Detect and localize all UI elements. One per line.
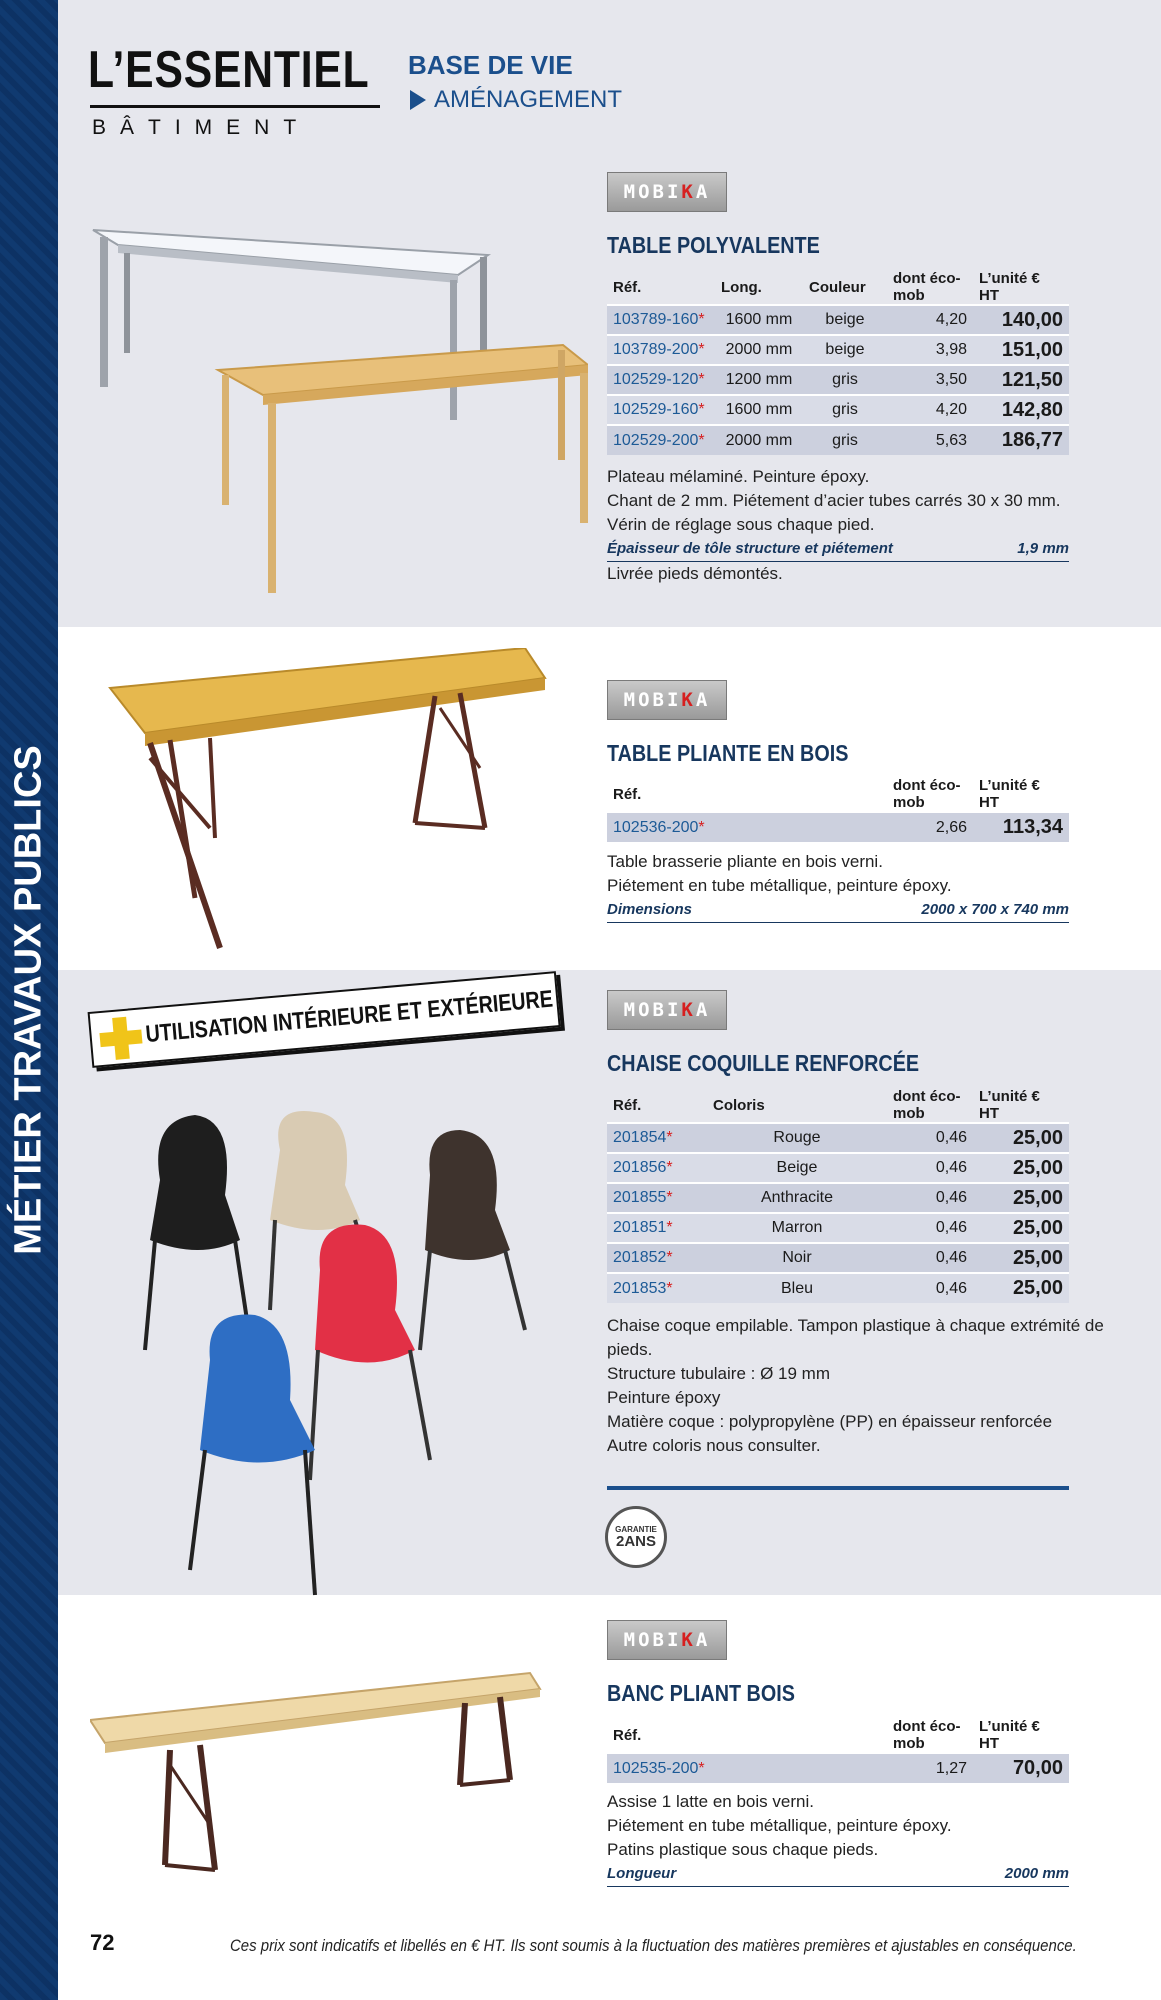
price-cell: 186,77	[973, 425, 1069, 455]
col-eco: dont éco-mob	[893, 1718, 961, 1752]
logo-main: L’ESSENTIEL	[88, 41, 370, 99]
product-title: TABLE POLYVALENTE	[607, 232, 820, 258]
brand-pre: MOBI	[623, 999, 682, 1021]
table-row	[607, 305, 1069, 335]
price-cell: 142,80	[973, 395, 1069, 425]
spec-value: 1,9 mm	[1017, 540, 1069, 557]
desc-line: Matière coque : polypropylène (PP) en épaisseur renforcée	[607, 1412, 1053, 1431]
price-cell: 25,00	[973, 1273, 1069, 1303]
long-cell: 1600 mm	[715, 395, 803, 425]
desc-line: Structure tubulaire : Ø 19 mm	[607, 1364, 830, 1383]
spec-table-header	[607, 270, 1069, 305]
spec-label: Longueur	[607, 1865, 677, 1882]
col-color: Coloris	[713, 1096, 765, 1114]
breadcrumb-sub	[410, 86, 622, 114]
brand-accent: K	[681, 689, 696, 711]
ref-cell: 102529-200*	[607, 425, 715, 455]
long-cell: 1600 mm	[715, 305, 803, 335]
long-cell: 2000 mm	[715, 425, 803, 455]
product-description	[607, 1790, 1069, 1887]
table-row	[607, 395, 1069, 425]
col-color: Couleur	[809, 278, 866, 296]
eco-cell: 1,27	[887, 1753, 973, 1783]
col-eco: dont éco-mob	[893, 1088, 961, 1122]
eco-cell: 0,46	[887, 1213, 973, 1243]
color-cell: Rouge	[707, 1123, 887, 1153]
desc-line: Piétement en tube métallique, peinture époxy.	[607, 1816, 952, 1835]
spec-value: 2000 x 700 x 740 mm	[921, 901, 1069, 918]
page-number: 72	[90, 1930, 115, 1955]
table-row	[607, 1153, 1069, 1183]
col-eco: dont éco-mob	[893, 777, 961, 811]
product-title: CHAISE COQUILLE RENFORCÉE	[607, 1050, 920, 1076]
brand-logo	[607, 1620, 727, 1660]
color-cell: gris	[803, 425, 887, 455]
color-cell: Noir	[707, 1243, 887, 1273]
logo	[88, 41, 431, 139]
desc-line: Patins plastique sous chaque pieds.	[607, 1840, 879, 1859]
table-polyvalente-image	[88, 225, 588, 595]
spec-table	[607, 270, 1069, 455]
eco-cell: 3,50	[887, 365, 973, 395]
spec-table-header	[607, 777, 1069, 812]
table-row	[607, 1273, 1069, 1303]
brand-post: A	[695, 181, 711, 203]
table-pliante-image	[105, 648, 550, 958]
price-cell: 140,00	[973, 305, 1069, 335]
spec-label: Dimensions	[607, 901, 693, 918]
brand-pre: MOBI	[623, 689, 682, 711]
col-ref: Réf.	[613, 1726, 642, 1744]
color-cell: beige	[803, 335, 887, 365]
eco-cell: 0,46	[887, 1243, 973, 1273]
desc-line: Piétement en tube métallique, peinture époxy.	[607, 876, 952, 895]
chaise-coquille-image	[140, 1100, 570, 1600]
col-eco: dont éco-mob	[893, 270, 961, 304]
desc-line: Plateau mélaminé. Peinture époxy.	[607, 467, 870, 486]
ref-cell: 102529-160*	[607, 395, 715, 425]
breadcrumb-sub-label: AMÉNAGEMENT	[434, 86, 623, 113]
table-row	[607, 335, 1069, 365]
product-description	[607, 465, 1069, 586]
badge-top: GARANTIE	[615, 1525, 657, 1534]
spec-line	[607, 1862, 1069, 1887]
product-description	[607, 1314, 1104, 1458]
desc-line: Assise 1 latte en bois verni.	[607, 1792, 814, 1811]
table-row	[607, 1123, 1069, 1153]
footer-note: Ces prix sont indicatifs et libellés en € HT. Ils sont soumis à la fluctuation des matières premières et ajustables en conséquence.	[230, 1936, 1077, 1955]
ref-cell: 201854*	[607, 1123, 707, 1153]
price-cell: 25,00	[973, 1183, 1069, 1213]
color-cell: beige	[803, 305, 887, 335]
divider	[607, 1486, 1069, 1490]
col-ref: Réf.	[613, 785, 642, 803]
logo-sub: BÂTIMENT	[92, 116, 311, 139]
brand-accent: K	[681, 999, 696, 1021]
price-cell: 151,00	[973, 335, 1069, 365]
desc-line: Vérin de réglage sous chaque pied.	[607, 515, 875, 534]
brand-accent: K	[681, 1629, 696, 1651]
table-row	[607, 812, 1069, 842]
desc-line: Table brasserie pliante en bois verni.	[607, 852, 883, 871]
brand-pre: MOBI	[623, 181, 682, 203]
long-cell: 2000 mm	[715, 335, 803, 365]
ref-cell: 102535-200*	[607, 1753, 887, 1783]
eco-cell: 0,46	[887, 1123, 973, 1153]
eco-cell: 4,20	[887, 395, 973, 425]
logo-rule	[90, 105, 380, 108]
col-price: L’unité € HT	[979, 1718, 1040, 1752]
price-cell: 25,00	[973, 1213, 1069, 1243]
brand-post: A	[695, 689, 711, 711]
ref-cell: 102529-120*	[607, 365, 715, 395]
eco-cell: 2,66	[887, 812, 973, 842]
color-cell: Bleu	[707, 1273, 887, 1303]
eco-cell: 0,46	[887, 1183, 973, 1213]
product-title: BANC PLIANT BOIS	[607, 1680, 795, 1706]
desc-line: Chaise coque empilable. Tampon plastique à chaque extrémité de	[607, 1316, 1104, 1335]
sidebar-label: MÉTIER TRAVAUX PUBLICS	[7, 745, 50, 1255]
color-cell: gris	[803, 365, 887, 395]
eco-cell: 0,46	[887, 1273, 973, 1303]
brand-accent: K	[681, 181, 696, 203]
price-cell: 25,00	[973, 1153, 1069, 1183]
brand-post: A	[695, 1629, 711, 1651]
col-price: L’unité € HT	[979, 1088, 1040, 1122]
promo-text: UTILISATION INTÉRIEURE ET EXTÉRIEURE	[144, 985, 554, 1049]
desc-line: Autre coloris nous consulter.	[607, 1436, 821, 1455]
color-cell: Anthracite	[707, 1183, 887, 1213]
ref-cell: 201855*	[607, 1183, 707, 1213]
spec-line	[607, 898, 1069, 923]
table-row	[607, 365, 1069, 395]
plus-icon	[98, 1016, 144, 1062]
desc-line: Peinture époxy	[607, 1388, 721, 1407]
brand-logo	[607, 990, 727, 1030]
spec-table-header	[607, 1718, 1069, 1753]
color-cell: Marron	[707, 1213, 887, 1243]
ref-cell: 201851*	[607, 1213, 707, 1243]
eco-cell: 5,63	[887, 425, 973, 455]
desc-line: Livrée pieds démontés.	[607, 564, 783, 583]
table-row	[607, 1183, 1069, 1213]
ref-cell: 201853*	[607, 1273, 707, 1303]
ref-cell: 201856*	[607, 1153, 707, 1183]
col-price: L’unité € HT	[979, 270, 1040, 304]
ref-cell: 201852*	[607, 1243, 707, 1273]
color-cell: Beige	[707, 1153, 887, 1183]
ref-cell: 103789-160*	[607, 305, 715, 335]
breadcrumb-section: BASE DE VIE	[408, 50, 573, 80]
product-title: TABLE PLIANTE EN BOIS	[607, 740, 849, 766]
price-cell: 25,00	[973, 1123, 1069, 1153]
brand-pre: MOBI	[623, 1629, 682, 1651]
brand-logo	[607, 172, 727, 212]
spec-table-header	[607, 1088, 1069, 1123]
color-cell: gris	[803, 395, 887, 425]
spec-table	[607, 1718, 1069, 1783]
spec-label: Épaisseur de tôle structure et piétement	[607, 540, 893, 557]
ref-cell: 102536-200*	[607, 812, 887, 842]
product-description	[607, 850, 1069, 923]
price-cell: 121,50	[973, 365, 1069, 395]
eco-cell: 3,98	[887, 335, 973, 365]
spec-table	[607, 1088, 1069, 1303]
eco-cell: 0,46	[887, 1153, 973, 1183]
spec-line	[607, 537, 1069, 562]
table-row	[607, 1213, 1069, 1243]
table-row	[607, 1753, 1069, 1783]
col-ref: Réf.	[613, 1096, 642, 1114]
spec-value: 2000 mm	[1004, 1865, 1069, 1882]
col-ref: Réf.	[613, 278, 642, 296]
warranty-badge	[605, 1506, 667, 1568]
price-cell: 113,34	[973, 812, 1069, 842]
long-cell: 1200 mm	[715, 365, 803, 395]
desc-line: Chant de 2 mm. Piétement d’acier tubes carrés 30 x 30 mm.	[607, 491, 1061, 510]
badge-main: 2ANS	[615, 1533, 656, 1550]
eco-cell: 4,20	[887, 305, 973, 335]
price-cell: 25,00	[973, 1243, 1069, 1273]
table-row	[607, 425, 1069, 455]
col-long: Long.	[721, 278, 762, 296]
brand-logo	[607, 680, 727, 720]
banc-pliant-image	[90, 1665, 550, 1915]
ref-cell: 103789-200*	[607, 335, 715, 365]
desc-line: pieds.	[607, 1340, 653, 1359]
play-triangle-icon	[410, 90, 426, 110]
col-price: L’unité € HT	[979, 777, 1040, 811]
spec-table	[607, 777, 1069, 842]
brand-post: A	[695, 999, 711, 1021]
price-cell: 70,00	[973, 1753, 1069, 1783]
table-row	[607, 1243, 1069, 1273]
